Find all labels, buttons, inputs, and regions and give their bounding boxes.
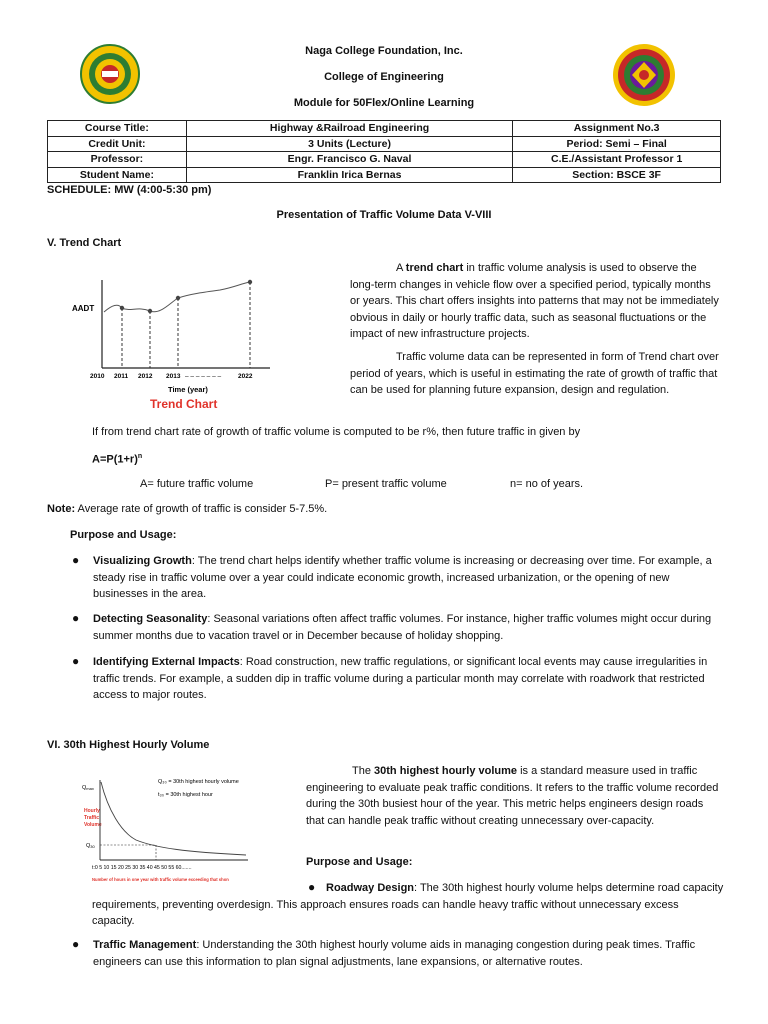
table-cell: Professor:: [48, 152, 187, 168]
bullet-dot: ●: [72, 553, 80, 567]
table-cell: Assignment No.3: [513, 121, 721, 137]
tick-dashes: – – – – – – –: [185, 373, 222, 380]
qmax-label: Qmax: [82, 785, 94, 791]
module-name: Module for 50Flex/Online Learning: [293, 97, 475, 109]
chart-xticks: t:0 5 10 15 20 25 30 35 40 45 50 55 60.......: [92, 865, 192, 871]
table-row: [48, 152, 721, 168]
bullet-visualizing-growth: Visualizing Growth: The trend chart helps identify whether traffic volume is increasing or decreasing over time. For example, a steady rise in traffic volume over a year could indicate economic growth, increased urbanization, or the opening of new businesses in the area.: [93, 555, 712, 600]
section-heading-trend-chart: V. Trend Chart: [47, 237, 122, 249]
purpose-heading-trend: Purpose and Usage:: [70, 529, 177, 541]
section-heading-30th-hourly: VI. 30th Highest Hourly Volume: [47, 739, 210, 751]
chart-legend-t30: t₃₀ = 30th highest hour: [158, 792, 213, 798]
schedule: SCHEDULE: MW (4:00-5:30 pm): [47, 184, 212, 196]
table-cell: Student Name:: [48, 167, 187, 183]
chart-ylabel-2: Traffic: [84, 815, 100, 821]
bullet-traffic-management: Traffic Management: Understanding the 30th highest hourly volume aids in managing congestion during peak times. Traffic engineers can use this information to plan signal adjustments, lane expansions, or alternative routes.: [93, 939, 696, 968]
college-name: College of Engineering: [324, 71, 444, 83]
tick-label: 2012: [138, 373, 153, 380]
definition-n: n= no of years.: [510, 478, 584, 490]
trend-chart-paragraph: A trend chart in traffic volume analysis is used to observe the long-term changes in vehicle flow over a specified period, typically months or years. This chart offers insights into patterns that may not be immediately obvious in daily or hourly traffic data, such as seasonal fluctuations or the impact of new infrastructure projects.: [350, 262, 719, 340]
trend-xlabel: Time (year): [168, 385, 208, 394]
trend-caption: Trend Chart: [150, 397, 218, 411]
chart-ylabel-1: Hourly: [84, 808, 100, 814]
table-cell: Credit Unit:: [48, 136, 187, 152]
table-cell: Course Title:: [48, 121, 187, 137]
table-cell: 3 Units (Lecture): [186, 136, 512, 152]
note: Note: Average rate of growth of traffic is consider 5-7.5%.: [47, 503, 328, 515]
table-cell: Franklin Irica Bernas: [186, 167, 512, 183]
table-row: [48, 121, 721, 137]
bullet-dot: ●: [72, 611, 80, 625]
bullet-dot: ●: [72, 937, 80, 951]
trend-chart-figure: [72, 272, 280, 417]
tick-label: 2022: [238, 373, 253, 380]
table-cell: C.E./Assistant Professor 1: [513, 152, 721, 168]
30th-hourly-paragraph: The 30th highest hourly volume is a standard measure used in traffic engineering to evaluate peak traffic conditions. It refers to the traffic volume recorded during the 30th busiest hour of the year. This metric helps engineers design roads that can handle peak traffic without creating unnecessary over-capacity.: [306, 765, 719, 827]
purpose-heading-30th: Purpose and Usage:: [306, 856, 413, 868]
table-row: [48, 136, 721, 152]
definition-p: P= present traffic volume: [325, 478, 447, 490]
chart-legend-q30: Q₃₀ = 30th highest hourly volume: [158, 779, 239, 785]
table-row: [48, 167, 721, 183]
table-cell: Engr. Francisco G. Naval: [186, 152, 512, 168]
table-cell: Highway &Railroad Engineering: [186, 121, 512, 137]
table-cell: Section: BSCE 3F: [513, 167, 721, 183]
bullet-dot: ●: [308, 880, 316, 894]
course-info-table: [47, 120, 721, 183]
q30-label: Q30: [86, 843, 95, 849]
bullet-identifying-external-impacts: Identifying External Impacts: Road construction, new traffic regulations, or significant local events may cause irregularities in traffic trends. For example, a sudden dip in traffic volume during a particular month may correlate with roadwork that restricted access to major routes.: [93, 656, 708, 701]
bullet-dot: ●: [72, 654, 80, 668]
bullet-detecting-seasonality: Detecting Seasonality: Seasonal variations often affect traffic volumes. For instance, higher traffic volumes might occur during summer months due to vacation travel or in December because of holiday shopping.: [93, 613, 712, 642]
tick-label: 2010: [90, 373, 105, 380]
growth-formula: $A=P(1+r)^n$: [92, 453, 143, 466]
chart-xlabel: Number of hours in one year with traffic volume exceeding that shon: [92, 877, 229, 882]
tick-label: 2011: [114, 373, 129, 380]
institution-name: Naga College Foundation, Inc.: [305, 45, 463, 57]
document-title: Presentation of Traffic Volume Data V-VIII: [276, 209, 492, 221]
definition-a: A= future traffic volume: [140, 478, 254, 490]
trend-data-paragraph: Traffic volume data can be represented in form of Trend chart over period of years, which is useful in estimating the rate of growth of traffic that can be used for planning future expansion, design and regulation.: [350, 351, 719, 396]
chart-ylabel-3: Volume: [84, 822, 102, 828]
table-cell: Period: Semi – Final: [513, 136, 721, 152]
trend-ylabel: AADT: [72, 304, 95, 313]
tick-label: 2013: [166, 373, 181, 380]
hourly-volume-chart-figure: [76, 770, 296, 890]
growth-rate-paragraph: If from trend chart rate of growth of traffic volume is computed to be r%, then future traffic in given by: [92, 426, 581, 438]
bullet-roadway-design: Roadway Design: The 30th highest hourly volume helps determine road capacity requirements, preventing overdesign. This approach ensures roads can handle heavy traffic without unnecessary excess capacity.: [92, 882, 724, 927]
